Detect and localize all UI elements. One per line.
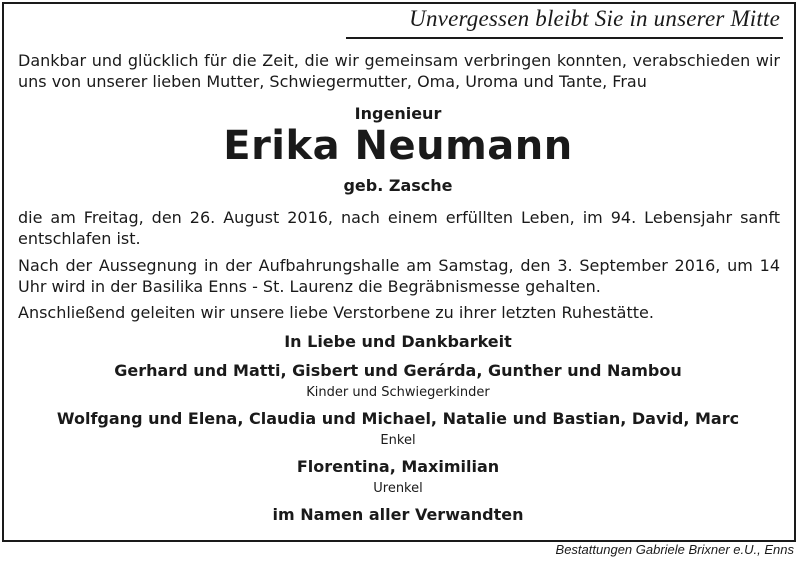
relation-great-grandchildren: Urenkel <box>373 481 423 496</box>
intro-text: Dankbar und glücklich für die Zeit, die wir gemeinsam verbringen konnten, verabschieden wir uns von unserer lieben Mutter, Schwiegermutter, Oma, Uroma und Tante, Frau <box>18 51 780 91</box>
burial-text: Anschließend geleiten wir unsere liebe Verstorbene zu ihrer letzten Ruhestätte. <box>18 303 654 322</box>
funeral-text: Nach der Aussegnung in der Aufbahrungshalle am Samstag, den 3. September 2016, um 14 Uhr wird in der Basilika Enns - St. Laurenz die Begräbnismesse gehalten. <box>18 256 780 296</box>
relation-grandchildren: Enkel <box>380 433 416 448</box>
relatives-line: im Namen aller Verwandten <box>272 505 524 524</box>
relation-children: Kinder und Schwiegerkinder <box>306 385 490 400</box>
maiden-name: geb. Zasche <box>343 176 453 195</box>
mourners-children: Gerhard und Matti, Gisbert und Gerárda, Gunther und Nambou <box>114 361 682 380</box>
undertaker-credit: Bestattungen Gabriele Brixner e.U., Enns <box>555 542 794 557</box>
motto: Unvergessen bleibt Sie in unserer Mitte <box>409 6 780 31</box>
motto-underline <box>346 37 783 39</box>
death-text: die am Freitag, den 26. August 2016, nach einem erfüllten Leben, im 94. Lebensjahr sanft entschlafen ist. <box>18 208 780 248</box>
deceased-title: Ingenieur <box>354 104 442 123</box>
closing-line: In Liebe und Dankbarkeit <box>284 332 512 351</box>
deceased-name: Erika Neumann <box>223 123 573 169</box>
mourners-grandchildren: Wolfgang und Elena, Claudia und Michael, Natalie und Bastian, David, Marc <box>56 409 740 428</box>
mourners-great-grandchildren: Florentina, Maximilian <box>296 457 500 476</box>
